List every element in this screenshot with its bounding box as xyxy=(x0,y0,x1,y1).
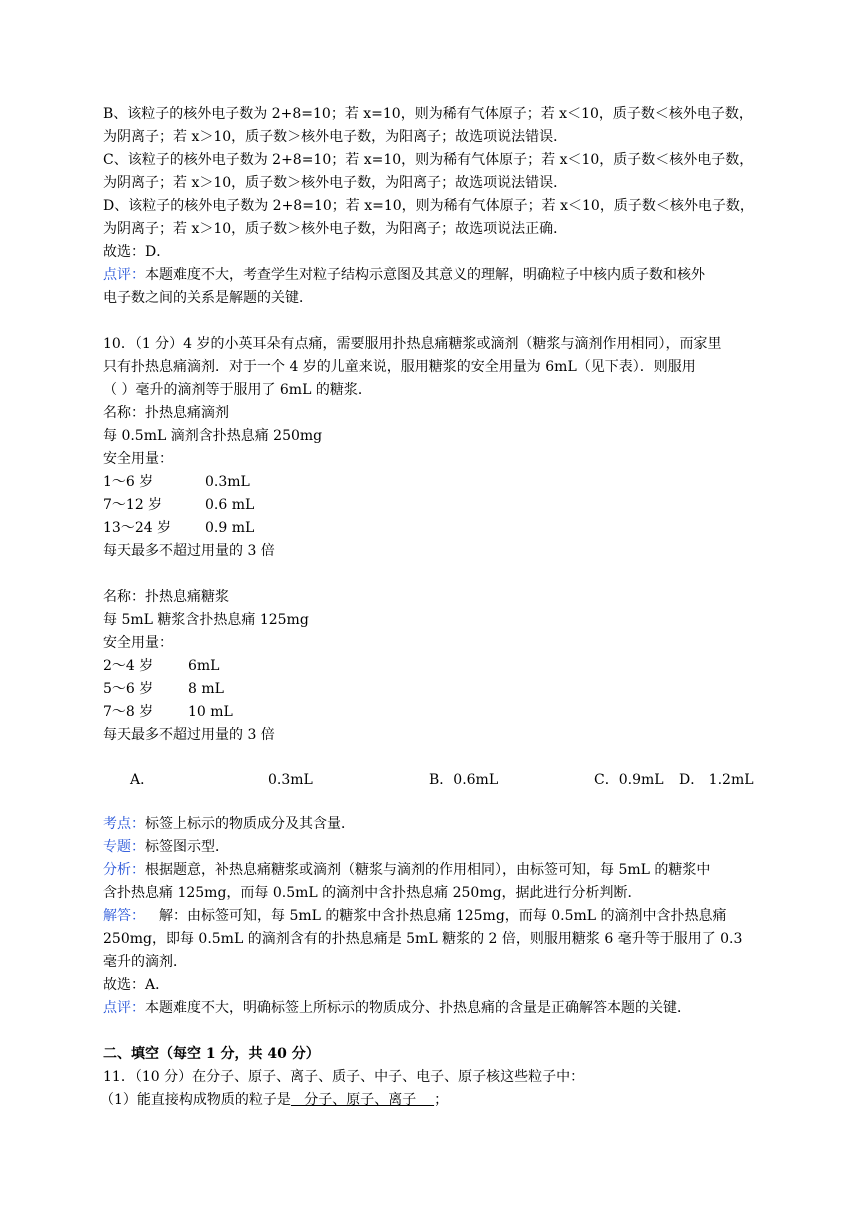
syrup-row-dose: 10 mL xyxy=(188,704,233,720)
q9-option-b-line2: 为阴离子；若 x＞10，质子数＞核外电子数，为阳离子；故选项说法错误． xyxy=(103,129,568,145)
q10-answer: 故选：A． xyxy=(103,977,170,993)
drops-limit: 每天最多不超过用量的 3 倍 xyxy=(103,543,275,559)
q9-comment-line1 xyxy=(103,265,705,285)
q9-option-b-line1: B、该粒子的核外电子数为 2+8=10；若 x=10，则为稀有气体原子；若 x＜10，质子数＜核外电子数， xyxy=(103,106,753,122)
syrup-content: 每 5mL 糖浆含扑热息痛 125mg xyxy=(103,612,309,628)
q11-part1-prefix: （1）能直接构成物质的粒子是 xyxy=(100,1092,291,1108)
q9-option-c-line1: C、该粒子的核外电子数为 2+8=10；若 x=10，则为稀有气体原子；若 x＜10，质子数＜核外电子数， xyxy=(103,152,754,168)
fenxi-tag: 分析： xyxy=(103,862,145,878)
jieda-text: 解：由标签可知，每 5mL 的糖浆中含扑热息痛 125mg，而每 0.5mL 的滴剂中含扑热息痛 xyxy=(159,908,727,924)
q11-stem: 11．（10 分）在分子、原子、离子、质子、中子、电子、原子核这些粒子中： xyxy=(103,1069,585,1085)
q10-stem-line2: 只有扑热息痛滴剂．对于一个 4 岁的儿童来说，服用糖浆的安全用量为 6mL（见下表）．则服用 xyxy=(103,359,696,375)
q10-fenxi-line1 xyxy=(103,860,710,880)
q10-zhuanti xyxy=(103,837,229,857)
syrup-row-dose: 8 mL xyxy=(188,681,224,697)
option-b: B．0.6mL xyxy=(429,772,499,788)
q10-kaodian xyxy=(103,814,355,834)
drops-safe-label: 安全用量： xyxy=(103,451,173,467)
syrup-row-dose: 6mL xyxy=(188,658,220,674)
jieda-tag: 解答： xyxy=(103,908,145,924)
q9-option-c-line2: 为阴离子；若 x＞10，质子数＞核外电子数，为阳离子；故选项说法错误． xyxy=(103,175,568,191)
q10-comment xyxy=(103,998,691,1018)
option-a-value: 0.3mL xyxy=(268,772,313,788)
syrup-row-age: 2～4 岁 xyxy=(103,658,154,674)
syrup-limit: 每天最多不超过用量的 3 倍 xyxy=(103,727,275,743)
drops-name: 名称：扑热息痛滴剂 xyxy=(103,405,229,421)
option-a-label: A． xyxy=(130,772,155,788)
q10-fenxi-line2: 含扑热息痛 125mg，而每 0.5mL 的滴剂中含扑热息痛 250mg，据此进行分析判断． xyxy=(103,885,642,901)
drops-row-age: 1～6 岁 xyxy=(103,474,154,490)
option-d: D． 1.2mL xyxy=(679,772,754,788)
kaodian-text: 标签上标示的物质成分及其含量． xyxy=(145,816,355,832)
drops-row-age: 13～24 岁 xyxy=(103,520,172,536)
drops-row-dose: 0.6 mL xyxy=(205,497,255,513)
q10-jieda-line2: 250mg，即每 0.5mL 的滴剂含有的扑热息痛是 5mL 糖浆的 2 倍，则服用糖浆 6 毫升等于服用了 0.3 xyxy=(103,931,743,947)
q11-part1 xyxy=(100,1090,448,1110)
syrup-name: 名称：扑热息痛糖浆 xyxy=(103,589,229,605)
q9-option-d-line1: D、该粒子的核外电子数为 2+8=10；若 x=10，则为稀有气体原子；若 x＜10，质子数＜核外电子数， xyxy=(103,198,754,214)
syrup-row-age: 5～6 岁 xyxy=(103,681,154,697)
comment-tag: 点评： xyxy=(103,267,145,283)
zhuanti-text: 标签图示型． xyxy=(145,839,229,855)
comment-text: 本题难度不大，明确标签上所标示的物质成分、扑热息痛的含量是正确解答本题的关键． xyxy=(145,1000,691,1016)
q10-jieda-line1 xyxy=(103,906,727,926)
q9-option-d-line2: 为阴离子；若 x＞10，质子数＞核外电子数，为阳离子；故选项说法正确． xyxy=(103,221,568,237)
q11-part1-suffix: ； xyxy=(434,1092,449,1108)
drops-row-age: 7～12 岁 xyxy=(103,497,163,513)
drops-content: 每 0.5mL 滴剂含扑热息痛 250mg xyxy=(103,428,323,444)
syrup-safe-label: 安全用量： xyxy=(103,635,173,651)
kaodian-tag: 考点： xyxy=(103,816,145,832)
q10-jieda-line3: 毫升的滴剂． xyxy=(103,954,187,970)
drops-row-dose: 0.9 mL xyxy=(205,520,255,536)
comment-tag: 点评： xyxy=(103,1000,145,1016)
q10-stem-line1: 10．（1 分）4 岁的小英耳朵有点痛，需要服用扑热息痛糖浆或滴剂（糖浆与滴剂作用相同），而家里 xyxy=(103,336,722,352)
section-title: 二、填空（每空 1 分，共 40 分） xyxy=(103,1046,320,1062)
q10-stem-line3: （ ）毫升的滴剂等于服用了 6mL 的糖浆． xyxy=(103,382,372,398)
drops-row-dose: 0.3mL xyxy=(205,474,250,490)
zhuanti-tag: 专题： xyxy=(103,839,145,855)
q9-comment-text: 本题难度不大，考查学生对粒子结构示意图及其意义的理解，明确粒子中核内质子数和核外 xyxy=(145,267,705,283)
syrup-row-age: 7～8 岁 xyxy=(103,704,154,720)
q9-answer: 故选：D． xyxy=(103,244,171,260)
q9-comment-line2: 电子数之间的关系是解题的关键． xyxy=(103,290,313,306)
fenxi-text: 根据题意，补热息痛糖浆或滴剂（糖浆与滴剂的作用相同），由标签可知，每 5mL 的糖浆中 xyxy=(145,862,711,878)
option-c: C．0.9mL xyxy=(594,772,664,788)
q11-part1-answer: 分子、原子、离子 xyxy=(290,1092,435,1108)
